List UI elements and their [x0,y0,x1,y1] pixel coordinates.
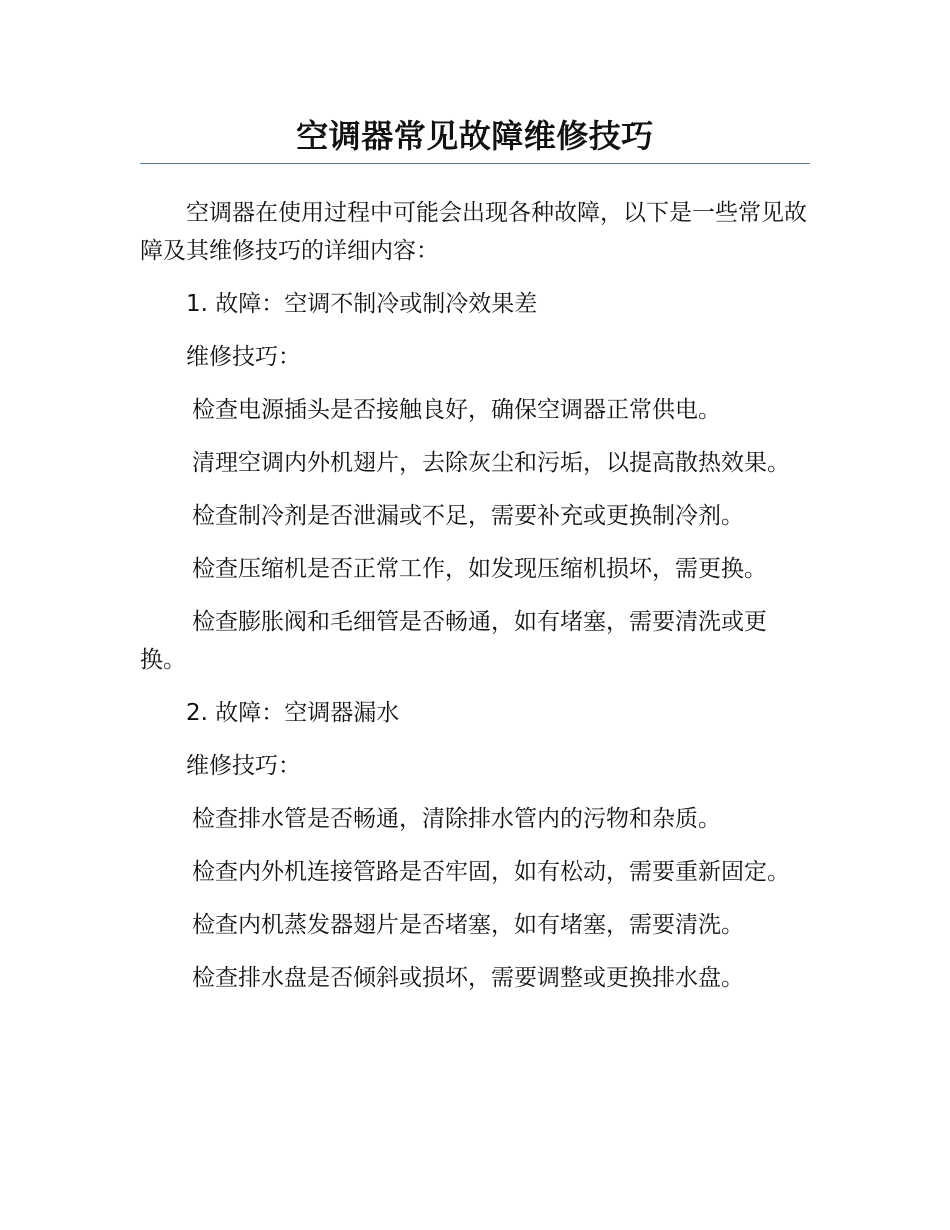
tips-label-2: 维修技巧： [186,753,301,779]
tip-item: 检查电源插头是否接触良好，确保空调器正常供电。 [192,397,721,423]
intro-paragraph: 空调器在使用过程中可能会出现各种故障，以下是一些常见故障及其维修技巧的详细内容： [140,200,807,264]
tips-label-1: 维修技巧： [186,344,301,370]
tip-item: 清理空调内外机翅片，去除灰尘和污垢，以提高散热效果。 [192,450,790,476]
tip-item: 检查压缩机是否正常工作，如发现压缩机损坏，需更换。 [192,556,767,582]
tip-item: 检查内外机连接管路是否牢固，如有松动，需要重新固定。 [192,859,790,885]
tip-item: 检查制冷剂是否泄漏或不足，需要补充或更换制冷剂。 [192,503,744,529]
document-body [140,194,810,1012]
tip-item: 检查排水盘是否倾斜或损坏，需要调整或更换排水盘。 [192,965,744,991]
document-title: 空调器常见故障维修技巧 [296,117,654,155]
tip-item: 检查膨胀阀和毛细管是否畅通，如有堵塞，需要清洗或更换。 [140,609,767,673]
tip-item: 检查内机蒸发器翅片是否堵塞，如有堵塞，需要清洗。 [192,912,744,938]
fault-heading-1: 1. 故障：空调不制冷或制冷效果差 [186,291,538,317]
title-underline [140,163,810,164]
fault-heading-2: 2. 故障：空调器漏水 [186,700,400,726]
tip-item: 检查排水管是否畅通，清除排水管内的污物和杂质。 [192,806,721,832]
